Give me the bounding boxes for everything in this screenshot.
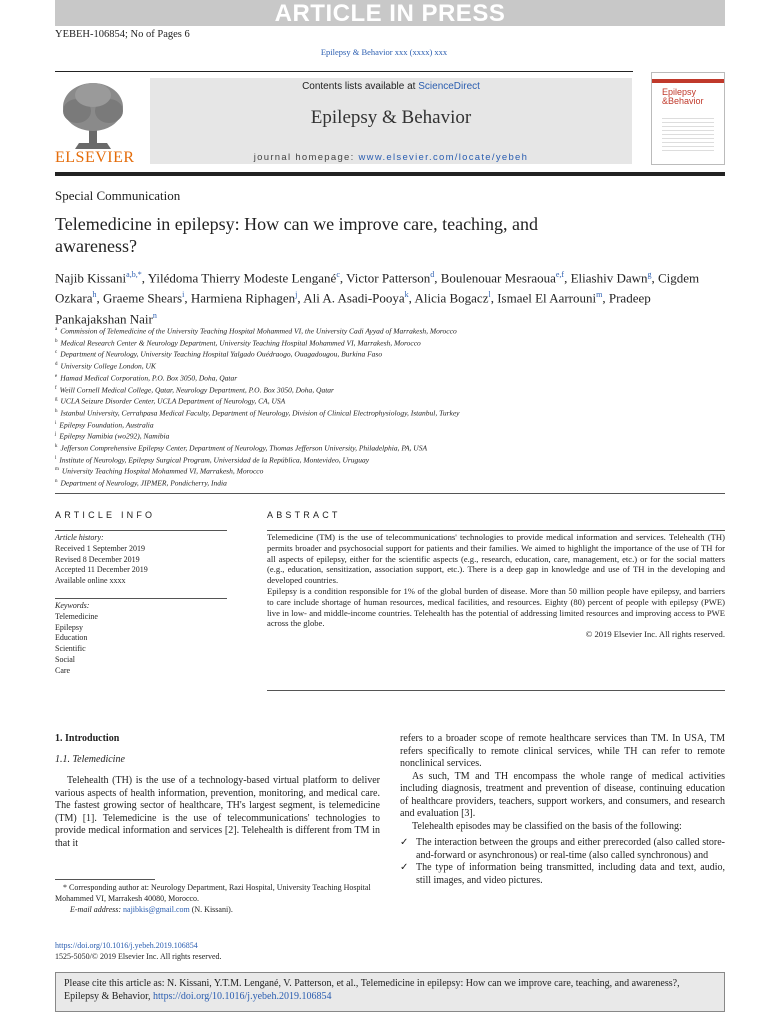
section-heading: 1. Introduction	[55, 733, 120, 744]
affiliation-key: k	[55, 444, 58, 450]
keyword: Social	[55, 654, 75, 664]
doi-block	[55, 940, 222, 962]
author-separator: ,	[651, 270, 658, 286]
affiliation-key: g	[55, 397, 58, 403]
author-name[interactable]: Boulenouar Mesraoua	[440, 270, 556, 286]
author-name[interactable]: Ismael El Aarrouni	[497, 290, 597, 306]
body-right-column	[400, 733, 725, 887]
affiliation-key: d	[55, 362, 58, 368]
affiliation-item	[55, 360, 725, 372]
abstract-heading: ABSTRACT	[267, 510, 341, 520]
author-separator: ,	[602, 290, 609, 306]
masthead-bottom-rule	[55, 172, 725, 176]
elsevier-wordmark: ELSEVIER	[55, 149, 135, 166]
affiliation-item	[55, 465, 725, 477]
affiliation-text: Istanbul University, Cerrahpasa Medical Faculty, Department of Neurology, Division of Clinical Electrophysiology, Istanbul, Turkey	[60, 408, 460, 418]
author-separator: ,	[339, 270, 347, 286]
email-label: E-mail address:	[70, 905, 124, 914]
check-list-item	[400, 862, 725, 887]
affiliation-list	[55, 325, 725, 489]
email-link[interactable]: najibkis@gmail.com	[123, 905, 190, 914]
issn-line: 1525-5050/© 2019 Elsevier Inc. All rights reserved.	[55, 952, 222, 961]
subsection-heading: 1.1. Telemedicine	[55, 753, 125, 765]
journal-reference-link[interactable]: Epilepsy & Behavior xxx (xxxx) xxx	[320, 47, 448, 57]
abstract-paragraph: Telemedicine (TM) is the use of telecommunications' technologies to provide medical information and services. Telehealth (TH) permits broader and psychosocial support for patients and their families. We aimed to highlight the importance of the use of TH for all aspects of epilepsy, either for the scientific aspects (e.g., research, education, care, management, etc.) or for the social matters (e.g., education, sensitization, association support, etc.). There is a deep gap in knowledge and use of TH in the developing and developed countries.	[267, 532, 725, 586]
check-icon: ✓	[400, 862, 409, 873]
footnote-text: * Corresponding author at: Neurology Department, Razi Hospital, University Teaching Hospital Mohammed VI, Marrakesh 40080, Morocco.	[55, 883, 371, 903]
article-history	[55, 533, 227, 587]
affiliation-item	[55, 348, 725, 360]
keyword: Epilepsy	[55, 622, 83, 632]
affiliation-item	[55, 407, 725, 419]
history-item: Revised 8 December 2019	[55, 554, 140, 564]
affiliation-key: l	[55, 455, 57, 461]
affiliation-marker[interactable]: l	[488, 290, 491, 300]
elsevier-logo[interactable]	[55, 77, 133, 165]
journal-homepage-line	[150, 152, 632, 163]
affiliation-text: Department of Neurology, JIPMER, Pondicherry, India	[60, 478, 227, 488]
affiliation-text: Department of Neurology, University Teaching Hospital Yalgado Ouédraogo, Ouagadougou, Burkina Faso	[60, 349, 383, 359]
affiliation-key: a	[55, 327, 58, 332]
citation-text: Please cite this article as: N. Kissani, Y.T.M. Lengané, V. Patterson, et al., Telemedicine in epilepsy: How can we improve care, teaching, and awareness?, Epilepsy & Behavior,	[64, 978, 680, 1002]
keyword: Scientific	[55, 644, 86, 654]
check-item-text: The interaction between the groups and either prerecorded (also called store-and-forward or asynchronous) or real-time (also called synchronous) and	[416, 837, 725, 861]
affiliation-text: Hamad Medical Corporation, P.O. Box 3050, Doha, Qatar	[60, 373, 238, 383]
abstract-body	[267, 532, 725, 640]
author-separator: ,	[96, 290, 104, 306]
affiliation-item	[55, 337, 725, 349]
affiliation-item	[55, 430, 725, 442]
affiliation-item	[55, 477, 725, 489]
author-separator: ,	[141, 270, 148, 286]
keywords-label: Keywords:	[55, 601, 90, 610]
citation-box	[55, 972, 725, 1012]
keywords-block	[55, 601, 227, 677]
author-name[interactable]: Najib Kissani	[55, 270, 127, 286]
affiliation-marker[interactable]: e,f	[555, 270, 565, 279]
body-paragraph: Telehealth episodes may be classified on the basis of the following:	[412, 820, 682, 832]
affiliation-key: m	[55, 467, 59, 473]
contents-line	[150, 81, 632, 92]
affiliation-key: f	[55, 385, 57, 391]
document-id: YEBEH-106854; No of Pages 6	[55, 29, 190, 40]
author-separator: ,	[564, 270, 571, 286]
affiliation-item	[55, 419, 725, 431]
article-info-heading: ARTICLE INFO	[55, 510, 156, 520]
email-line	[55, 904, 385, 915]
journal-cover-thumbnail[interactable]	[651, 72, 725, 165]
author-name[interactable]: Alicia Bogacz	[414, 290, 489, 306]
author-name[interactable]: Pradeep Pankajakshan Nair	[55, 290, 651, 326]
check-item-text: The type of information being transmitted, including data and text, audio, still images, and video pictures.	[416, 862, 725, 886]
body-paragraph: refers to a broader scope of remote healthcare services than TM. In USA, TM refers specifically to remote clinical services, while TH can refer to remote nonclinical services.	[400, 733, 725, 769]
abstract-paragraph: Epilepsy is a condition responsible for 1% of the global burden of disease. More than 50 million people have epilepsy, and barriers to care include shortage of human resources, medical facilities, and resources. Eighty (80) percent of people with epilepsy (PWE) live in low- and middle-income countries. Telehealth has the potential of addressing limited resources and improving access to PWE across the globe.	[267, 585, 725, 629]
author-list	[55, 266, 725, 327]
affiliation-text: Epilepsy Foundation, Australia	[59, 420, 154, 430]
affiliation-item	[55, 395, 725, 407]
cover-title-line2: &Behavior	[662, 96, 704, 106]
affiliation-text: Institute of Neurology, Epilepsy Surgical Program, Universidad de la República, Montevideo, Uruguay	[59, 455, 370, 465]
corresponding-author-footnote	[55, 882, 385, 915]
journal-title: Epilepsy & Behavior	[310, 107, 472, 128]
affiliation-text: Medical Research Center & Neurology Department, University Teaching Hospital Mohammed VI, Marrakesh, Morocco	[60, 338, 421, 348]
affiliation-text: University Teaching Hospital Mohammed VI, Marrakesh, Morocco	[61, 466, 264, 476]
keyword: Education	[55, 633, 88, 643]
abstract-copyright: © 2019 Elsevier Inc. All rights reserved.	[585, 629, 725, 640]
footnote-rule	[55, 879, 155, 880]
contents-prefix: Contents lists available at	[302, 81, 419, 92]
body-left-column	[55, 733, 380, 850]
author-separator: ,	[408, 290, 415, 306]
author-separator: ,	[490, 290, 498, 306]
affiliation-key: n	[55, 479, 58, 485]
affiliation-key: c	[55, 350, 58, 356]
affiliation-key: e	[55, 373, 58, 379]
author-name[interactable]: Graeme Shears	[103, 290, 183, 306]
email-suffix: (N. Kissani).	[189, 905, 233, 914]
affiliation-text: University College London, UK	[60, 361, 156, 371]
affiliation-item	[55, 372, 725, 384]
author-name[interactable]: Eliashiv Dawn	[570, 270, 648, 286]
abstract-bottom-rule	[267, 690, 725, 691]
affiliation-text: Weill Cornell Medical College, Qatar, Neurology Department, P.O. Box 3050, Doha, Qatar	[59, 385, 334, 395]
history-item: Accepted 11 December 2019	[55, 565, 148, 575]
affiliation-key: j	[55, 432, 57, 438]
affiliation-text: UCLA Seizure Disorder Center, UCLA Department of Neurology, CA, USA	[60, 396, 286, 406]
author-name[interactable]: Harmiena Riphagen	[190, 290, 296, 306]
citation-doi-link[interactable]: https://doi.org/10.1016/j.yebeh.2019.106854	[153, 991, 332, 1002]
affiliation-marker[interactable]: j	[295, 290, 298, 300]
body-paragraph: Telehealth (TH) is the use of a technology-based virtual platform to deliver various aspects of health information, prevention, monitoring, and medical care. The fastest growing sector of healthcare, TH's largest segment, is telemedicine (TM) [1]. Telemedicine is the use of telecommunications' technologies to provide medical information and services [2]. Telehealth is different from TM in that it	[55, 775, 380, 849]
history-label: Article history:	[55, 533, 104, 542]
affiliation-item	[55, 325, 725, 337]
affiliation-marker[interactable]: k	[404, 290, 409, 300]
affiliation-item	[55, 442, 725, 454]
keyword: Care	[55, 665, 71, 675]
author-separator: ,	[297, 290, 304, 306]
section-divider	[55, 493, 725, 494]
affiliation-marker[interactable]: a,b,*	[126, 270, 142, 279]
affiliation-key: h	[55, 408, 58, 414]
body-paragraph: As such, TM and TH encompass the whole range of medical activities including diagnosis, treatment and prevention of disease, continuing education of healthcare providers, teachers, support workers, and consumers, and research and evaluation [3].	[400, 770, 725, 819]
cover-text-lines	[662, 115, 714, 151]
author-name[interactable]: Yilédoma Thierry Modeste Lengané	[147, 270, 337, 286]
affiliation-marker[interactable]: g	[647, 270, 652, 279]
abstract-rule	[267, 530, 725, 531]
history-item: Received 1 September 2019	[55, 543, 145, 553]
author-separator: ,	[434, 270, 441, 286]
affiliation-item	[55, 384, 725, 396]
cover-stripe	[652, 79, 724, 83]
affiliation-text: Commission of Telemedicine of the University Teaching Hospital Mohammed VI, the University Cadi Ayyad of Marrakesh, Morocco	[60, 326, 457, 336]
author-name[interactable]: Victor Patterson	[346, 270, 431, 286]
article-title: Telemedicine in epilepsy: How can we improve care, teaching, and awareness?	[55, 214, 539, 256]
author-name[interactable]: Ali A. Asadi-Pooya	[303, 290, 405, 306]
affiliation-marker[interactable]: h	[92, 290, 97, 300]
sciencedirect-link[interactable]: ScienceDirect	[418, 81, 480, 92]
check-icon: ✓	[400, 837, 409, 848]
check-list-item	[400, 837, 725, 862]
author-separator: ,	[184, 290, 191, 306]
keywords-rule	[55, 598, 227, 599]
affiliation-marker[interactable]: n	[152, 310, 157, 320]
cover-title-line1: Epilepsy	[662, 87, 697, 97]
article-info-rule	[55, 530, 227, 531]
masthead-top-rule	[55, 71, 633, 72]
affiliation-marker[interactable]: m	[596, 290, 603, 300]
homepage-prefix: journal homepage:	[253, 152, 359, 163]
article-category: Special Communication	[55, 188, 181, 203]
journal-homepage-link[interactable]: www.elsevier.com/locate/yebeh	[358, 152, 529, 163]
affiliation-marker[interactable]: c	[336, 270, 340, 279]
affiliation-text: Epilepsy Namibia (wo292), Namibia	[59, 431, 170, 441]
affiliation-text: Jefferson Comprehensive Epilepsy Center, Department of Neurology, Thomas Jefferson University, Philadelphia, PA, USA	[60, 443, 428, 453]
keyword: Telemedicine	[55, 611, 98, 621]
history-item: Available online xxxx	[55, 576, 126, 586]
affiliation-key: b	[55, 338, 58, 344]
affiliation-marker[interactable]: i	[182, 290, 185, 300]
affiliation-item	[55, 454, 725, 466]
affiliation-key: i	[55, 420, 57, 426]
affiliation-marker[interactable]: d	[430, 270, 435, 279]
article-in-press-banner: ARTICLE IN PRESS	[55, 0, 725, 26]
doi-link[interactable]: https://doi.org/10.1016/j.yebeh.2019.106854	[55, 941, 198, 950]
author-name[interactable]: Cigdem Ozkara	[55, 270, 700, 306]
